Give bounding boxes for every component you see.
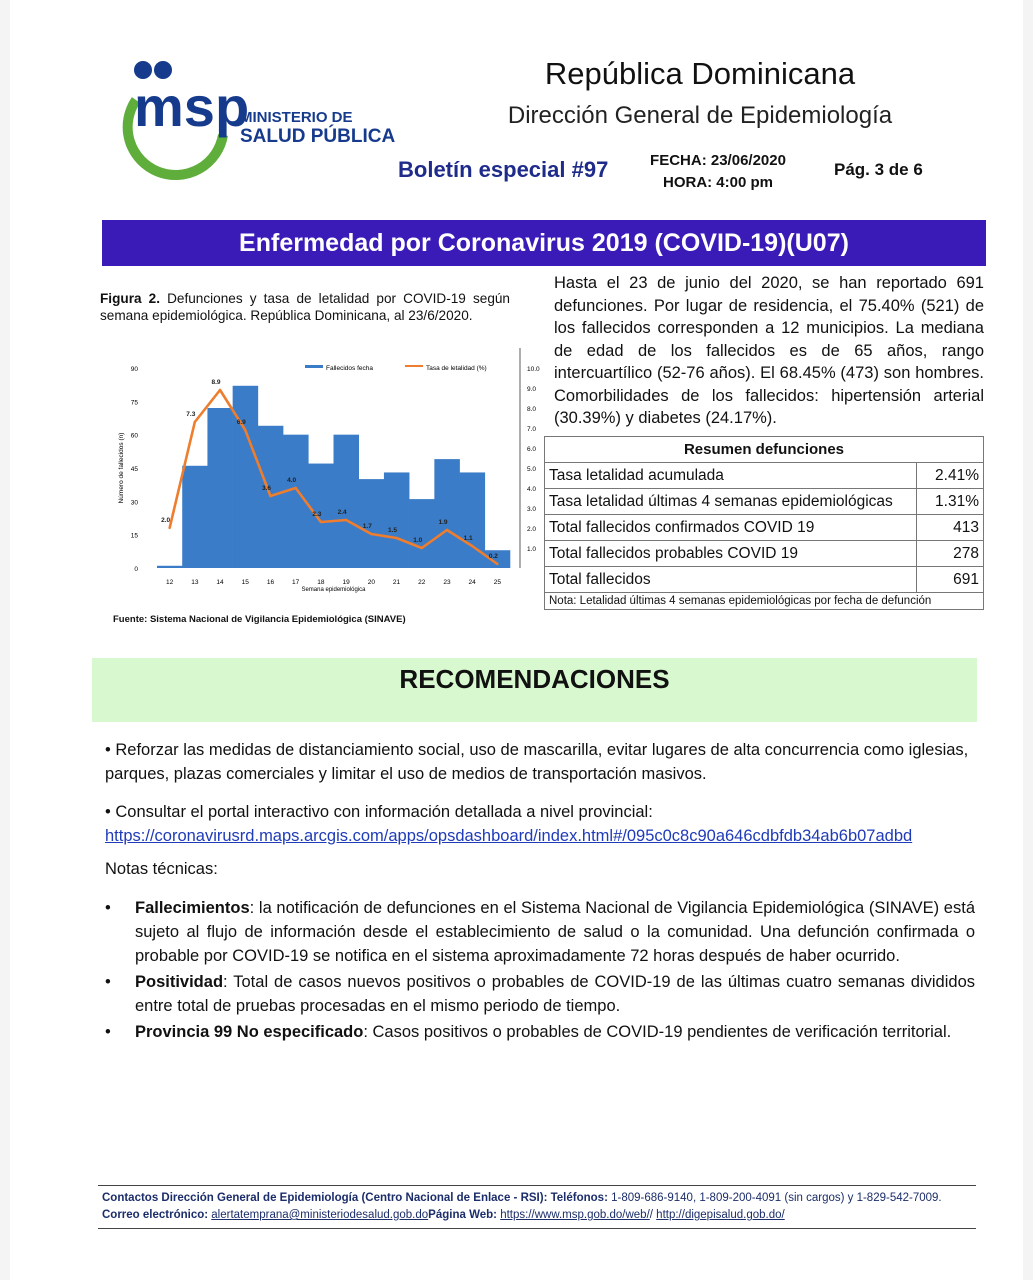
y-tick-label: 60: [130, 432, 138, 440]
bar: [157, 566, 183, 568]
x-tick-label: 21: [392, 579, 401, 586]
x-tick-label: 23: [443, 579, 451, 586]
table-row: [545, 489, 984, 515]
rate-label: 1.5: [388, 527, 398, 534]
bar: [233, 386, 259, 568]
rate-point: [168, 527, 170, 529]
rate-point: [421, 547, 423, 549]
x-tick-label: 24: [468, 579, 476, 586]
y2-tick-label: 9.0: [527, 386, 537, 393]
y-tick-label: 30: [130, 499, 138, 507]
page: [10, 0, 1023, 1280]
y-tick-label: 0: [134, 566, 138, 573]
bar: [334, 435, 360, 568]
recommendation-1: • Reforzar las medidas de distanciamiento social, uso de mascarilla, evitar lugares de alta concurrencia como iglesias, parques, plazas comerciales y limitar el uso de medios de transportación masivos.: [105, 741, 969, 783]
summary-table: [544, 436, 984, 610]
row-value: 278: [917, 541, 984, 567]
table-row: [545, 567, 984, 593]
svg-text:SALUD PÚBLICA: SALUD PÚBLICA: [240, 126, 396, 147]
bulletin-number: Boletín especial #97: [398, 157, 609, 182]
y-tick-label: 45: [130, 466, 138, 473]
rate-point: [269, 495, 271, 497]
note-text: : Total de casos nuevos positivos o probables de COVID-19 de las últimas cuatro semanas divididos entre total de pruebas procesadas en el mismo periodo de tiempo.: [135, 973, 975, 1015]
y2-tick-label: 6.0: [527, 446, 537, 453]
deaths-chart: [105, 343, 550, 598]
section-banner: Enfermedad por Coronavirus 2019 (COVID-19)(U07): [102, 220, 986, 266]
rate-point: [294, 487, 296, 489]
table-header-row: [545, 437, 984, 463]
row-label: Total fallecidos probables COVID 19: [545, 541, 917, 567]
y2-tick-label: 2.0: [527, 526, 537, 533]
rate-point: [244, 429, 246, 431]
web-link-msp[interactable]: https://www.msp.gob.do/web/: [500, 1209, 650, 1221]
page-number: Pág. 3 de 6: [834, 160, 923, 179]
row-label: Tasa letalidad acumulada: [545, 463, 917, 489]
note-text: : la notificación de defunciones en el Sistema Nacional de Vigilancia Epidemiológica (SINAVE) está sujeto al flujo de información desde el establecimiento de salud o la comunidad. Una defunción confirmada o probable por COVID-19 se notifica en el sistema aproximadamente 72 horas después de haber ocurrido.: [135, 899, 975, 965]
legend-label-bars: Fallecidos fecha: [326, 365, 373, 372]
x-tick-label: 13: [191, 579, 199, 586]
row-value: 2.41%: [917, 463, 984, 489]
x-axis-label: Semana epidemiológica: [301, 587, 366, 593]
rate-point: [471, 545, 473, 547]
technical-notes-list: [105, 896, 975, 1046]
table-row: [545, 541, 984, 567]
bar: [434, 459, 460, 568]
row-label: Tasa letalidad últimas 4 semanas epidemiológicas: [545, 489, 917, 515]
row-value: 691: [917, 567, 984, 593]
x-tick-label: 14: [216, 579, 224, 586]
email-link[interactable]: alertatemprana@ministeriodesalud.gob.do: [211, 1209, 429, 1221]
contacts-footer: [98, 1185, 976, 1229]
rate-label: 3.6: [261, 485, 271, 492]
y2-tick-label: 5.0: [527, 466, 537, 473]
y-tick-label: 90: [130, 366, 138, 373]
x-tick-label: 12: [165, 579, 174, 586]
rate-label: 1.9: [438, 519, 448, 526]
rate-label: 2.4: [337, 509, 347, 516]
x-tick-label: 15: [241, 579, 249, 586]
table-note-row: [545, 593, 984, 610]
x-tick-label: 22: [418, 579, 426, 586]
figure-caption: [100, 290, 510, 324]
web-link-digepi[interactable]: http://digepisalud.gob.do/: [656, 1209, 785, 1221]
technical-notes-title: Notas técnicas:: [105, 860, 218, 878]
rate-label: 2.0: [161, 517, 171, 524]
x-tick-label: 20: [367, 579, 375, 586]
rate-point: [194, 421, 196, 423]
y2-tick-label: 8.0: [527, 406, 537, 413]
table-note: Nota: Letalidad últimas 4 semanas epidemiológicas por fecha de defunción: [545, 593, 984, 610]
y2-tick-label: 3.0: [527, 506, 537, 513]
rate-point: [446, 529, 448, 531]
bar: [409, 499, 435, 568]
row-label: Total fallecidos confirmados COVID 19: [545, 515, 917, 541]
recommendation-2-text: • Consultar el portal interactivo con información detallada a nivel provincial:: [105, 803, 653, 821]
note-text: : Casos positivos o probables de COVID-19 pendientes de verificación territorial.: [363, 1023, 952, 1041]
note-term: Provincia 99 No especificado: [135, 1023, 364, 1041]
rate-label: 4.0: [287, 477, 297, 484]
y-tick-label: 75: [130, 399, 138, 407]
bullet-icon: •: [105, 1023, 111, 1041]
rate-point: [320, 521, 322, 523]
note-term: Positividad: [135, 973, 224, 991]
figure-source: Fuente: Sistema Nacional de Vigilancia Epidemiológica (SINAVE): [113, 614, 406, 625]
recommendation-2: [105, 800, 975, 848]
date: FECHA: 23/06/2020: [650, 152, 786, 169]
bar: [207, 408, 233, 568]
country-title: República Dominicana: [544, 56, 856, 91]
rate-point: [345, 519, 347, 521]
web-separator: /: [649, 1209, 653, 1221]
list-item: [105, 970, 975, 1018]
time: HORA: 4:00 pm: [662, 174, 774, 191]
msp-logo: [118, 60, 396, 170]
table-row: [545, 463, 984, 489]
legend-label-line: Tasa de letalidad (%): [426, 365, 487, 372]
phones-label: Teléfonos:: [550, 1192, 608, 1204]
rate-point: [219, 389, 221, 391]
y-axis-label: Número de fallecidos (n): [118, 432, 125, 504]
bullet-icon: •: [105, 899, 111, 917]
row-value: 413: [917, 515, 984, 541]
y2-tick-label: 1.0: [527, 546, 537, 553]
y2-tick-label: 10.0: [527, 366, 540, 373]
row-label: Total fallecidos: [545, 567, 917, 593]
list-item: [105, 1020, 975, 1044]
x-tick-label: 17: [292, 579, 300, 586]
y2-tick-label: 4.0: [527, 486, 537, 493]
legend-swatch-line: [405, 365, 423, 367]
dashboard-link[interactable]: https://coronavirusrd.maps.arcgis.com/apps/opsdashboard/index.html#/095c0c8c90a646cdbfdb34ab6b07adbd: [105, 827, 913, 845]
rate-point: [496, 563, 498, 565]
x-tick-label: 16: [266, 579, 275, 586]
figure-label: Figura 2.: [100, 291, 160, 306]
bullet-icon: •: [105, 973, 111, 991]
bar: [182, 466, 208, 568]
table-row: [545, 515, 984, 541]
rate-label: 1.0: [413, 537, 423, 544]
summary-paragraph: Hasta el 23 de junio del 2020, se han reportado 691 defunciones. Por lugar de residencia, el 75.40% (521) de los fallecidos corresponden a 12 municipios. La mediana de edad de los fallecidos es de 65 años, rango intercuartílico (52-76 años). El 68.45% (473) son hombres. Comorbilidades de los fallecidos: hipertensión arterial (30.39%) y diabetes (24.17%).: [554, 274, 984, 427]
note-term: Fallecimientos: [135, 899, 250, 917]
x-tick-label: 18: [317, 579, 325, 586]
figure-caption-text: Defunciones y tasa de letalidad por COVID-19 según semana epidemiológica. República Dominicana, al 23/6/2020.: [100, 291, 510, 323]
directorate-title: Dirección General de Epidemiología: [507, 102, 893, 129]
row-value: 1.31%: [917, 489, 984, 515]
rate-label: 7.3: [186, 411, 196, 418]
rate-label: 0.2: [488, 553, 498, 560]
svg-text:msp: msp: [134, 75, 250, 138]
rate-label: 1.1: [463, 535, 473, 542]
phones: 1-809-686-9140, 1-809-200-4091 (sin cargos) y 1-829-542-7009.: [607, 1192, 942, 1204]
y-tick-label: 15: [130, 532, 138, 540]
rate-label: 6.9: [236, 419, 246, 426]
x-tick-label: 19: [342, 579, 350, 586]
rate-label: 2.3: [312, 511, 322, 518]
y2-tick-label: 7.0: [527, 426, 537, 433]
email-label: Correo electrónico:: [102, 1209, 209, 1221]
web-label: Página Web:: [428, 1209, 497, 1221]
contacts-label: Contactos Dirección General de Epidemiología (Centro Nacional de Enlace - RSI):: [102, 1192, 548, 1204]
date-time: [628, 150, 808, 194]
legend-swatch-bars: [305, 365, 323, 368]
rate-label: 8.9: [211, 379, 221, 386]
bar: [384, 472, 410, 568]
rate-point: [370, 533, 372, 535]
table-title: Resumen defunciones: [545, 437, 984, 463]
svg-text:MINISTERIO DE: MINISTERIO DE: [240, 109, 353, 126]
rate-label: 1.7: [362, 523, 372, 530]
rate-point: [395, 537, 397, 539]
x-tick-label: 25: [493, 579, 502, 586]
recommendations-title: RECOMENDACIONES: [399, 664, 670, 694]
list-item: [105, 896, 975, 968]
